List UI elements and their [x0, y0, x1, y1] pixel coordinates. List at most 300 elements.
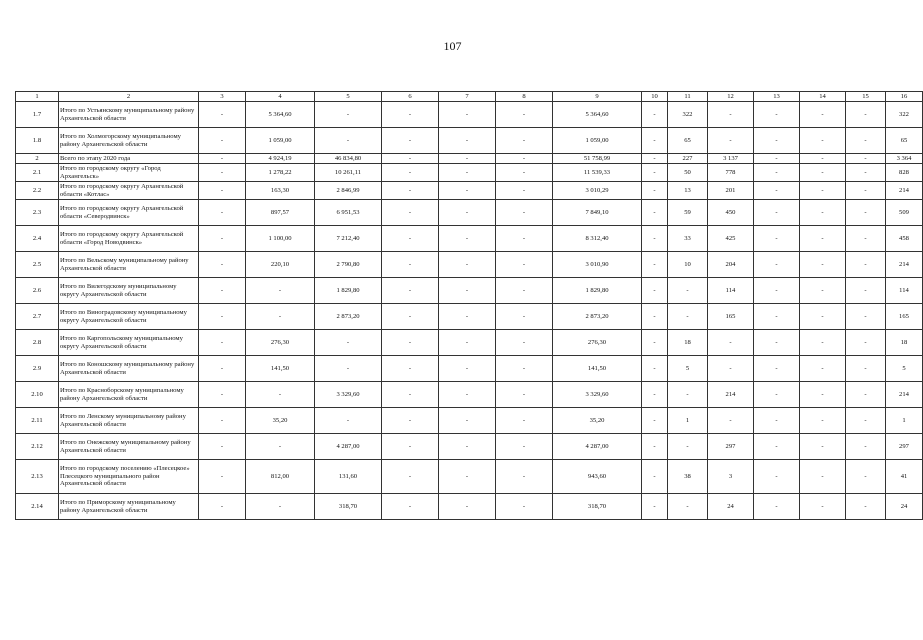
value-cell: 4 287,00	[315, 434, 382, 460]
table-row	[16, 154, 923, 164]
value-cell: -	[800, 460, 846, 494]
value-cell: 1 059,00	[246, 128, 315, 154]
value-cell: -	[708, 408, 754, 434]
value-cell: -	[668, 434, 708, 460]
value-cell: -	[754, 330, 800, 356]
value-cell: 509	[886, 200, 923, 226]
value-cell: 50	[668, 164, 708, 182]
value-cell: -	[708, 330, 754, 356]
data-table	[15, 91, 923, 520]
value-cell: 3 137	[708, 154, 754, 164]
value-cell: -	[439, 330, 496, 356]
value-cell: 5 364,60	[553, 102, 642, 128]
value-cell: -	[754, 382, 800, 408]
value-cell: -	[846, 164, 886, 182]
value-cell: -	[754, 494, 800, 520]
value-cell: -	[496, 434, 553, 460]
row-index-cell: 2.5	[16, 252, 59, 278]
value-cell: -	[199, 382, 246, 408]
value-cell: 318,70	[315, 494, 382, 520]
value-cell: 276,30	[246, 330, 315, 356]
table-row	[16, 460, 923, 494]
value-cell: 65	[668, 128, 708, 154]
value-cell: -	[754, 304, 800, 330]
value-cell: -	[496, 460, 553, 494]
value-cell: -	[642, 164, 668, 182]
row-name-cell: Итого по Онежскому муниципальному району Архангельской области	[59, 434, 199, 460]
value-cell: -	[800, 330, 846, 356]
table-row	[16, 330, 923, 356]
value-cell: -	[439, 226, 496, 252]
value-cell: -	[800, 200, 846, 226]
value-cell: 2 790,80	[315, 252, 382, 278]
value-cell: 41	[886, 460, 923, 494]
column-number: 15	[846, 92, 886, 102]
value-cell: -	[382, 382, 439, 408]
value-cell: -	[846, 408, 886, 434]
value-cell: -	[199, 226, 246, 252]
row-name-cell: Итого по городскому округу Архангельской области «Город Новодвинск»	[59, 226, 199, 252]
value-cell: -	[199, 494, 246, 520]
value-cell: -	[199, 460, 246, 494]
row-name-cell: Итого по Ленскому муниципальному району Архангельской области	[59, 408, 199, 434]
value-cell: -	[199, 304, 246, 330]
value-cell: -	[439, 182, 496, 200]
value-cell: 4 287,00	[553, 434, 642, 460]
value-cell: -	[642, 252, 668, 278]
value-cell: 318,70	[553, 494, 642, 520]
value-cell: -	[754, 434, 800, 460]
value-cell: -	[199, 128, 246, 154]
value-cell: 276,30	[553, 330, 642, 356]
row-name-cell: Итого по городскому округу Архангельской области «Котлас»	[59, 182, 199, 200]
value-cell: -	[642, 494, 668, 520]
row-index-cell: 2.1	[16, 164, 59, 182]
value-cell: -	[199, 164, 246, 182]
value-cell: -	[708, 128, 754, 154]
value-cell: 11 539,33	[553, 164, 642, 182]
value-cell: -	[642, 434, 668, 460]
value-cell: -	[800, 226, 846, 252]
value-cell: -	[800, 382, 846, 408]
row-name-cell: Всего по этапу 2020 года	[59, 154, 199, 164]
value-cell: -	[800, 252, 846, 278]
value-cell: 65	[886, 128, 923, 154]
value-cell: 35,20	[553, 408, 642, 434]
value-cell: -	[800, 356, 846, 382]
value-cell: -	[754, 128, 800, 154]
value-cell: 7 212,40	[315, 226, 382, 252]
value-cell: -	[439, 102, 496, 128]
value-cell: -	[439, 494, 496, 520]
value-cell: -	[199, 434, 246, 460]
column-number: 16	[886, 92, 923, 102]
value-cell: 141,50	[246, 356, 315, 382]
value-cell: -	[199, 200, 246, 226]
value-cell: 7 849,10	[553, 200, 642, 226]
value-cell: 165	[708, 304, 754, 330]
column-number: 2	[59, 92, 199, 102]
value-cell: -	[246, 304, 315, 330]
value-cell: -	[439, 278, 496, 304]
value-cell: 5	[886, 356, 923, 382]
table-row	[16, 102, 923, 128]
value-cell: -	[496, 226, 553, 252]
value-cell: -	[800, 182, 846, 200]
value-cell: 322	[886, 102, 923, 128]
value-cell: 1 829,80	[315, 278, 382, 304]
value-cell: 1 278,22	[246, 164, 315, 182]
row-name-cell: Итого по Устьянскому муниципальному району Архангельской области	[59, 102, 199, 128]
value-cell: -	[382, 434, 439, 460]
value-cell: -	[382, 304, 439, 330]
value-cell: -	[846, 494, 886, 520]
value-cell: -	[642, 154, 668, 164]
value-cell: 220,10	[246, 252, 315, 278]
value-cell: -	[439, 304, 496, 330]
column-number-row	[16, 92, 923, 102]
value-cell: 943,60	[553, 460, 642, 494]
table-row	[16, 382, 923, 408]
value-cell: 201	[708, 182, 754, 200]
row-index-cell: 2.13	[16, 460, 59, 494]
value-cell: -	[754, 252, 800, 278]
value-cell: 214	[886, 382, 923, 408]
table-row	[16, 278, 923, 304]
row-index-cell: 2.7	[16, 304, 59, 330]
value-cell: 3 010,90	[553, 252, 642, 278]
row-name-cell: Итого по Приморскому муниципальному району Архангельской области	[59, 494, 199, 520]
value-cell: -	[496, 182, 553, 200]
table-row	[16, 408, 923, 434]
value-cell: -	[846, 434, 886, 460]
column-number: 4	[246, 92, 315, 102]
value-cell: 214	[886, 252, 923, 278]
value-cell: -	[199, 102, 246, 128]
value-cell: -	[496, 356, 553, 382]
row-index-cell: 2.11	[16, 408, 59, 434]
value-cell: -	[668, 278, 708, 304]
value-cell: -	[246, 494, 315, 520]
value-cell: -	[642, 460, 668, 494]
value-cell: -	[439, 356, 496, 382]
value-cell: -	[846, 154, 886, 164]
table-row	[16, 226, 923, 252]
value-cell: 13	[668, 182, 708, 200]
value-cell: -	[642, 128, 668, 154]
row-index-cell: 2.14	[16, 494, 59, 520]
value-cell: -	[382, 226, 439, 252]
row-name-cell: Итого по городскому округу Архангельской области «Северодвинск»	[59, 200, 199, 226]
table-row	[16, 200, 923, 226]
value-cell: -	[439, 408, 496, 434]
row-index-cell: 2.10	[16, 382, 59, 408]
value-cell: -	[315, 356, 382, 382]
table-row	[16, 182, 923, 200]
value-cell: -	[800, 164, 846, 182]
column-number: 8	[496, 92, 553, 102]
value-cell: -	[439, 434, 496, 460]
value-cell: -	[642, 200, 668, 226]
value-cell: 3	[708, 460, 754, 494]
value-cell: -	[800, 278, 846, 304]
value-cell: -	[846, 182, 886, 200]
value-cell: -	[439, 460, 496, 494]
value-cell: -	[800, 102, 846, 128]
value-cell: 425	[708, 226, 754, 252]
value-cell: 6 951,53	[315, 200, 382, 226]
value-cell: -	[846, 226, 886, 252]
value-cell: -	[708, 356, 754, 382]
value-cell: 1 059,00	[553, 128, 642, 154]
row-index-cell: 2	[16, 154, 59, 164]
column-number: 3	[199, 92, 246, 102]
value-cell: -	[315, 128, 382, 154]
value-cell: -	[382, 164, 439, 182]
value-cell: -	[315, 102, 382, 128]
value-cell: 214	[708, 382, 754, 408]
value-cell: -	[642, 356, 668, 382]
value-cell: 3 364	[886, 154, 923, 164]
value-cell: 322	[668, 102, 708, 128]
value-cell: 10	[668, 252, 708, 278]
value-cell: -	[754, 102, 800, 128]
value-cell: 2 873,20	[315, 304, 382, 330]
value-cell: 5 364,60	[246, 102, 315, 128]
column-number: 7	[439, 92, 496, 102]
value-cell: 33	[668, 226, 708, 252]
value-cell: -	[846, 460, 886, 494]
value-cell: 163,30	[246, 182, 315, 200]
value-cell: -	[846, 252, 886, 278]
value-cell: -	[199, 330, 246, 356]
value-cell: -	[199, 408, 246, 434]
value-cell: 24	[708, 494, 754, 520]
value-cell: 59	[668, 200, 708, 226]
value-cell: -	[199, 154, 246, 164]
value-cell: -	[439, 382, 496, 408]
value-cell: -	[754, 356, 800, 382]
value-cell: 812,00	[246, 460, 315, 494]
row-index-cell: 2.2	[16, 182, 59, 200]
table-row	[16, 128, 923, 154]
value-cell: 51 758,99	[553, 154, 642, 164]
value-cell: -	[642, 278, 668, 304]
value-cell: 1	[668, 408, 708, 434]
table-row	[16, 494, 923, 520]
value-cell: -	[382, 330, 439, 356]
value-cell: -	[315, 408, 382, 434]
value-cell: -	[668, 494, 708, 520]
value-cell: -	[382, 356, 439, 382]
value-cell: -	[246, 434, 315, 460]
table-row	[16, 356, 923, 382]
value-cell: -	[496, 304, 553, 330]
value-cell: 828	[886, 164, 923, 182]
value-cell: -	[382, 154, 439, 164]
column-number: 9	[553, 92, 642, 102]
value-cell: -	[754, 200, 800, 226]
value-cell: 38	[668, 460, 708, 494]
value-cell: 35,20	[246, 408, 315, 434]
value-cell: -	[246, 278, 315, 304]
value-cell: -	[800, 304, 846, 330]
value-cell: -	[800, 128, 846, 154]
value-cell: -	[496, 278, 553, 304]
value-cell: -	[846, 278, 886, 304]
page-number: 107	[443, 39, 462, 53]
row-index-cell: 2.4	[16, 226, 59, 252]
value-cell: -	[439, 128, 496, 154]
value-cell: -	[754, 164, 800, 182]
value-cell: -	[642, 408, 668, 434]
value-cell: -	[382, 278, 439, 304]
value-cell: 458	[886, 226, 923, 252]
value-cell: -	[496, 494, 553, 520]
row-index-cell: 1.8	[16, 128, 59, 154]
value-cell: 227	[668, 154, 708, 164]
value-cell: -	[246, 382, 315, 408]
value-cell: -	[846, 200, 886, 226]
value-cell: -	[382, 494, 439, 520]
value-cell: 3 329,60	[553, 382, 642, 408]
value-cell: -	[382, 102, 439, 128]
value-cell: 778	[708, 164, 754, 182]
value-cell: -	[754, 226, 800, 252]
value-cell: -	[496, 408, 553, 434]
row-name-cell: Итого по городскому округу «Город Архангельск»	[59, 164, 199, 182]
value-cell: 10 261,11	[315, 164, 382, 182]
value-cell: -	[846, 304, 886, 330]
value-cell: -	[846, 102, 886, 128]
value-cell: 141,50	[553, 356, 642, 382]
row-name-cell: Итого по Холмогорскому муниципальному району Архангельской области	[59, 128, 199, 154]
value-cell: -	[846, 382, 886, 408]
value-cell: -	[496, 200, 553, 226]
value-cell: -	[496, 102, 553, 128]
column-number: 14	[800, 92, 846, 102]
value-cell: -	[846, 128, 886, 154]
value-cell: 46 834,80	[315, 154, 382, 164]
value-cell: -	[382, 252, 439, 278]
value-cell: 4 924,19	[246, 154, 315, 164]
row-name-cell: Итого по Коношскому муниципальному району Архангельской области	[59, 356, 199, 382]
row-index-cell: 2.8	[16, 330, 59, 356]
value-cell: -	[754, 408, 800, 434]
value-cell: 3 010,29	[553, 182, 642, 200]
value-cell: -	[642, 304, 668, 330]
value-cell: -	[642, 182, 668, 200]
value-cell: -	[382, 460, 439, 494]
row-name-cell: Итого по Вельскому муниципальному району Архангельской области	[59, 252, 199, 278]
value-cell: -	[754, 460, 800, 494]
row-index-cell: 2.3	[16, 200, 59, 226]
value-cell: 8 312,40	[553, 226, 642, 252]
value-cell: -	[496, 330, 553, 356]
table-row	[16, 304, 923, 330]
value-cell: 114	[708, 278, 754, 304]
value-cell: 3 329,60	[315, 382, 382, 408]
value-cell: -	[382, 200, 439, 226]
row-index-cell: 2.12	[16, 434, 59, 460]
value-cell: -	[642, 330, 668, 356]
value-cell: -	[382, 128, 439, 154]
value-cell: -	[199, 252, 246, 278]
column-number: 10	[642, 92, 668, 102]
column-number: 12	[708, 92, 754, 102]
value-cell: -	[846, 330, 886, 356]
value-cell: 1 829,80	[553, 278, 642, 304]
value-cell: -	[754, 182, 800, 200]
value-cell: -	[199, 182, 246, 200]
value-cell: 165	[886, 304, 923, 330]
row-name-cell: Итого по Виноградовскому муниципальному округу Архангельской области	[59, 304, 199, 330]
value-cell: -	[439, 154, 496, 164]
row-index-cell: 2.6	[16, 278, 59, 304]
column-number: 5	[315, 92, 382, 102]
value-cell: 114	[886, 278, 923, 304]
value-cell: 2 846,99	[315, 182, 382, 200]
value-cell: -	[382, 408, 439, 434]
row-index-cell: 2.9	[16, 356, 59, 382]
value-cell: -	[642, 102, 668, 128]
value-cell: -	[439, 200, 496, 226]
row-name-cell: Итого по Вилегодскому муниципальному округу Архангельской области	[59, 278, 199, 304]
value-cell: -	[439, 164, 496, 182]
value-cell: -	[199, 278, 246, 304]
value-cell: 1 100,00	[246, 226, 315, 252]
value-cell: -	[642, 382, 668, 408]
value-cell: -	[199, 356, 246, 382]
value-cell: -	[496, 252, 553, 278]
value-cell: 18	[668, 330, 708, 356]
column-number: 1	[16, 92, 59, 102]
value-cell: 214	[886, 182, 923, 200]
value-cell: -	[496, 154, 553, 164]
value-cell: -	[668, 304, 708, 330]
value-cell: 204	[708, 252, 754, 278]
value-cell: 24	[886, 494, 923, 520]
value-cell: -	[800, 154, 846, 164]
row-name-cell: Итого по Каргопольскому муниципальному округу Архангельской области	[59, 330, 199, 356]
value-cell: 297	[886, 434, 923, 460]
value-cell: -	[754, 278, 800, 304]
column-number: 13	[754, 92, 800, 102]
value-cell: -	[496, 382, 553, 408]
value-cell: -	[754, 154, 800, 164]
table-row	[16, 164, 923, 182]
value-cell: 297	[708, 434, 754, 460]
value-cell: -	[846, 356, 886, 382]
value-cell: -	[642, 226, 668, 252]
table-row	[16, 434, 923, 460]
value-cell: -	[800, 434, 846, 460]
column-number: 11	[668, 92, 708, 102]
value-cell: -	[708, 102, 754, 128]
value-cell: -	[496, 164, 553, 182]
value-cell: -	[315, 330, 382, 356]
value-cell: 2 873,20	[553, 304, 642, 330]
row-index-cell: 1.7	[16, 102, 59, 128]
row-name-cell: Итого по Красноборскому муниципальному району Архангельской области	[59, 382, 199, 408]
value-cell: -	[668, 382, 708, 408]
value-cell: 5	[668, 356, 708, 382]
value-cell: -	[496, 128, 553, 154]
value-cell: 897,57	[246, 200, 315, 226]
column-number: 6	[382, 92, 439, 102]
value-cell: -	[800, 494, 846, 520]
table-row	[16, 252, 923, 278]
